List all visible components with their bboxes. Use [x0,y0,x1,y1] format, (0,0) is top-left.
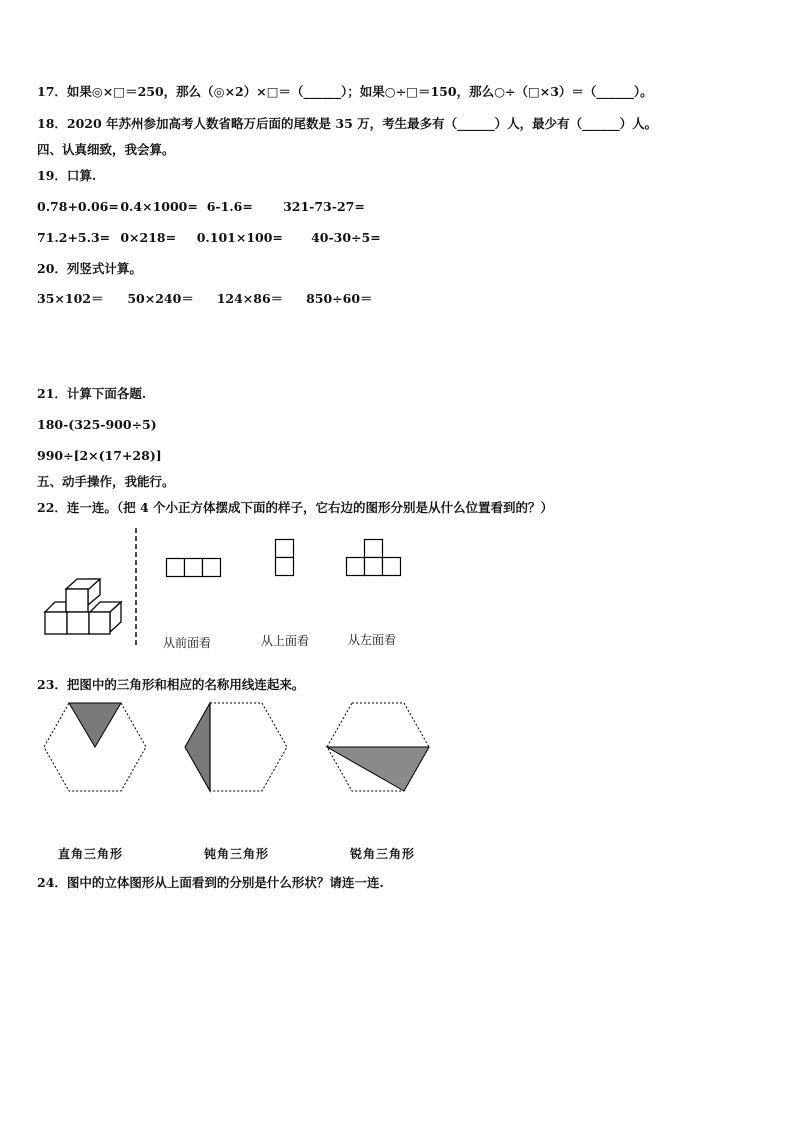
question-22: 22．连一连。（把 4 个小正方体摆成下面的样子，它右边的图形分别是从什么位置看到的？） [37,500,554,515]
oral-item: 6-1.6= [206,199,253,214]
view-label-left: 从左面看 [348,633,397,647]
oral-row-2 [37,230,381,246]
question-17: 17．如果◎×□＝250，那么（◎×2）×□＝（______）；如果○÷□＝150，那么○÷（□×3）＝（______）。 [37,84,653,99]
oral-item: 71.2+5.3= [37,230,111,245]
calc-item-2: 990÷[2×(17+28)] [37,448,162,463]
oral-item: 0.78+0.06= [37,199,119,214]
view-label-top: 从上面看 [261,634,310,648]
section-4-heading: 四、认真细致，我会算。 [37,142,175,157]
question-19: 19．口算. [37,168,97,183]
question-18: 18．2020 年苏州参加高考人数省略万后面的尾数是 35 万，考生最多有（______）人，最少有（______）人。 [37,116,658,131]
vertical-calc-row [37,291,373,307]
dashed-separator [133,528,139,648]
triangle-label-obtuse: 钝角三角形 [204,847,270,861]
question-24: 24．图中的立体图形从上面看到的分别是什么形状？请连一连. [37,875,384,890]
vertical-item: 35×102＝ [37,291,104,306]
cube-stack-figure [44,575,124,637]
oral-item: 0.101×100= [196,230,283,245]
section-5-heading: 五、动手操作，我能行。 [37,474,175,489]
hexagon-figure-2 [184,702,288,792]
vertical-item: 50×240＝ [127,291,194,306]
triangle-label-acute: 锐角三角形 [350,847,416,861]
question-21: 21．计算下面各题. [37,386,147,401]
vertical-item: 124×86＝ [216,291,284,306]
oral-item: 0×218= [120,230,177,245]
question-23: 23．把图中的三角形和相应的名称用线连起来。 [37,677,305,692]
top-view-grid [275,539,295,578]
view-label-front: 从前面看 [163,636,212,650]
hexagon-figure-3 [326,702,430,792]
oral-item: 40-30÷5= [311,230,381,245]
vertical-item: 850÷60＝ [306,291,373,306]
oral-item: 321-73-27= [283,199,365,214]
oral-item: 0.4×1000= [120,199,198,214]
left-view-grid [345,539,403,578]
question-20: 20．列竖式计算。 [37,261,142,276]
calc-item-1: 180-(325-900÷5) [37,417,157,432]
hexagon-figure-1 [43,702,147,792]
triangle-label-right: 直角三角形 [58,847,124,861]
oral-row-1 [37,199,365,215]
front-view-grid [166,558,222,578]
